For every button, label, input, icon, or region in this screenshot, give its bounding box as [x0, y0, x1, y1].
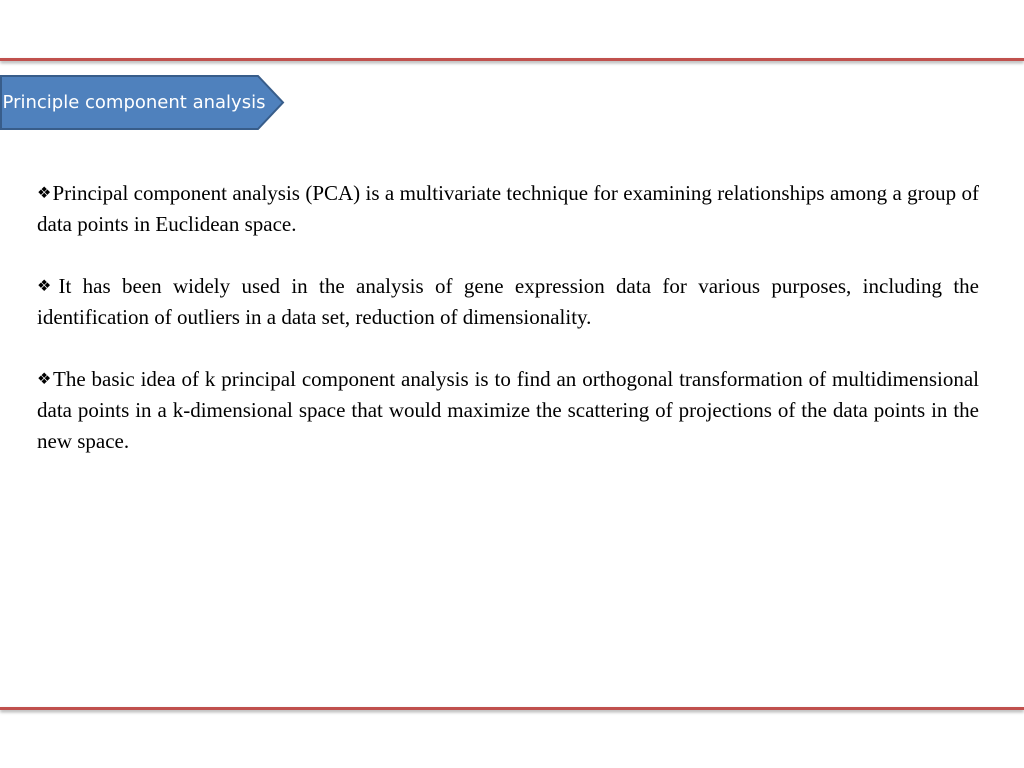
top-accent-line	[0, 58, 1024, 61]
slide-body	[37, 178, 979, 488]
diamond-bullet-icon: ❖	[37, 371, 52, 388]
bottom-accent-line	[0, 707, 1024, 710]
title-banner	[0, 75, 285, 130]
bullet-paragraph-2	[37, 271, 979, 333]
slide-title: Principle component analysis	[2, 91, 266, 113]
bullet-text-3: The basic idea of k principal component analysis is to find an orthogonal transformation of multidimensional data points in a k-dimensional space that would maximize the scattering of projections of the data points in the new space.	[37, 367, 979, 453]
bullet-paragraph-1	[37, 178, 979, 240]
diamond-bullet-icon: ❖	[37, 278, 58, 295]
diamond-bullet-icon: ❖	[37, 185, 52, 202]
bullet-text-1: Principal component analysis (PCA) is a multivariate technique for examining relationships among a group of data points in Euclidean space.	[37, 181, 979, 236]
bullet-paragraph-3	[37, 364, 979, 457]
bullet-text-2: It has been widely used in the analysis of gene expression data for various purposes, including the identification of outliers in a data set, reduction of dimensionality.	[37, 274, 979, 329]
